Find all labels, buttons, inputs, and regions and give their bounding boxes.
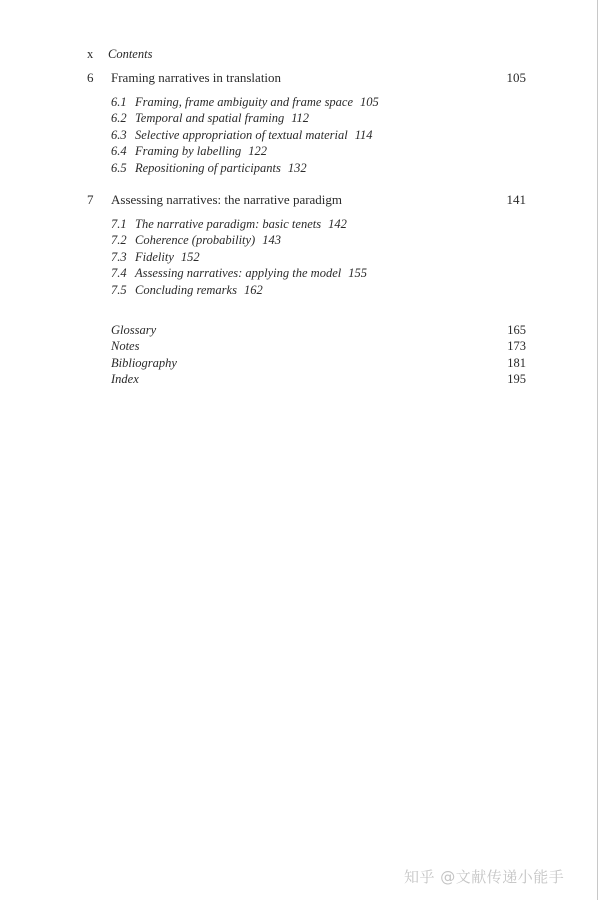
section-number: 6.3 xyxy=(111,127,127,142)
toc-chapter-6 xyxy=(87,70,526,176)
toc-section xyxy=(111,110,526,126)
toc-section xyxy=(111,127,526,143)
section-number: 6.2 xyxy=(111,111,127,126)
section-page: 143 xyxy=(262,233,281,248)
running-head-title: Contents xyxy=(108,47,153,61)
section-title: Framing by labelling xyxy=(135,144,242,159)
backmatter-page: 165 xyxy=(507,323,526,337)
toc-section xyxy=(111,249,526,265)
backmatter-row-bibliography xyxy=(111,355,526,371)
backmatter-title: Bibliography xyxy=(111,355,177,370)
chapter-number: 6 xyxy=(87,70,94,85)
chapter-heading xyxy=(87,70,526,86)
backmatter-row-index xyxy=(111,371,526,387)
section-title: Assessing narratives: applying the model xyxy=(135,266,342,281)
chapter-heading xyxy=(87,192,526,208)
section-page: 114 xyxy=(354,127,373,142)
section-number: 6.5 xyxy=(111,160,127,175)
section-number: 7.4 xyxy=(111,266,127,281)
section-number: 7.1 xyxy=(111,217,127,231)
section-title: Concluding remarks xyxy=(135,282,237,297)
section-page: 132 xyxy=(287,160,307,175)
backmatter-title: Glossary xyxy=(111,323,157,337)
toc-section xyxy=(111,265,526,281)
toc-backmatter xyxy=(111,322,526,388)
toc-section xyxy=(111,216,526,232)
section-list xyxy=(111,216,526,298)
chapter-title: Framing narratives in translation xyxy=(111,70,282,85)
section-title: Coherence (probability) xyxy=(135,233,256,248)
section-list xyxy=(111,94,526,176)
backmatter-row-glossary xyxy=(111,322,526,338)
toc-section xyxy=(111,160,526,176)
backmatter-row-notes xyxy=(111,338,526,354)
running-head xyxy=(87,46,152,62)
toc-section xyxy=(111,232,526,248)
section-page: 152 xyxy=(180,249,200,264)
chapter-number: 7 xyxy=(87,192,94,207)
section-title: Selective appropriation of textual material xyxy=(135,127,348,142)
toc-section xyxy=(111,94,526,110)
section-page: 122 xyxy=(248,144,267,159)
toc-section xyxy=(111,143,526,159)
backmatter-title: Notes xyxy=(111,339,140,354)
section-number: 7.5 xyxy=(111,282,127,297)
chapter-page: 141 xyxy=(506,192,526,207)
section-page: 105 xyxy=(360,95,379,109)
watermark: 知乎 @文献传递小能手 xyxy=(404,868,565,886)
section-page: 112 xyxy=(291,111,310,126)
toc-chapter-7 xyxy=(87,192,526,298)
section-number: 7.3 xyxy=(111,249,127,264)
page-edge-divider xyxy=(597,0,598,900)
page-folio: x xyxy=(87,47,94,61)
section-title: Repositioning of participants xyxy=(135,160,281,175)
section-title: Temporal and spatial framing xyxy=(135,111,285,126)
section-number: 6.4 xyxy=(111,144,127,159)
section-number: 6.1 xyxy=(111,95,127,109)
backmatter-page: 173 xyxy=(507,339,526,354)
section-page: 162 xyxy=(243,282,263,297)
section-title: Fidelity xyxy=(135,249,174,264)
section-page: 155 xyxy=(348,266,367,281)
section-title: The narrative paradigm: basic tenets xyxy=(135,217,322,231)
backmatter-page: 181 xyxy=(507,355,526,370)
backmatter-page: 195 xyxy=(507,372,526,387)
backmatter-title: Index xyxy=(111,372,139,387)
chapter-page: 105 xyxy=(506,70,526,85)
section-title: Framing, frame ambiguity and frame space xyxy=(135,95,354,109)
section-page: 142 xyxy=(328,217,347,231)
chapter-title: Assessing narratives: the narrative paradigm xyxy=(111,192,343,207)
toc-section xyxy=(111,282,526,298)
section-number: 7.2 xyxy=(111,233,127,248)
